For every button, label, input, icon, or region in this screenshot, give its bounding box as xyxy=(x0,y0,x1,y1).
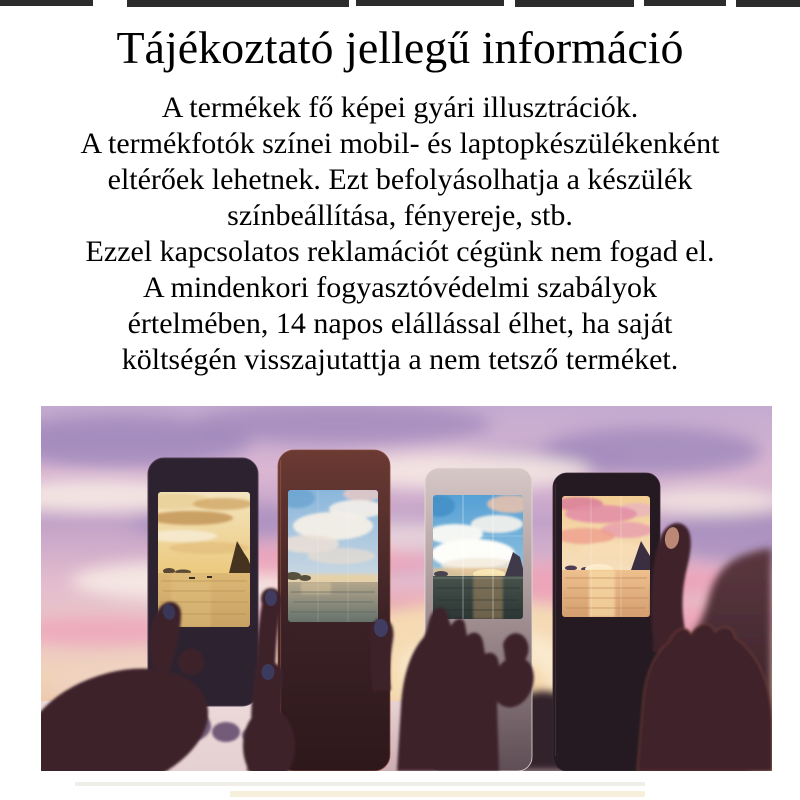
top-edge-artifact xyxy=(0,0,93,6)
phone-2 xyxy=(278,450,390,771)
top-edge-artifact xyxy=(356,0,504,6)
top-edge-artifact xyxy=(644,0,726,6)
top-edge-artifact xyxy=(736,0,800,7)
top-edge-artifact xyxy=(515,0,634,7)
top-edge-artifact xyxy=(127,0,349,7)
product-photo xyxy=(41,406,772,771)
disclaimer-line: A termékfotók színei mobil- és laptopkészülékenként xyxy=(80,127,720,160)
disclaimer-line: A mindenkori fogyasztóvédelmi szabályok xyxy=(142,271,658,304)
disclaimer-line: Ezzel kapcsolatos reklamációt cégünk nem fogad el. xyxy=(85,235,715,268)
disclaimer-line: eltérőek lehetnek. Ezt befolyásolhatja a készülék xyxy=(107,163,693,196)
disclaimer-text xyxy=(0,90,800,378)
bottom-edge-artifact xyxy=(230,791,645,797)
disclaimer-line: költségén visszajutattja a nem tetsző terméket. xyxy=(121,343,679,376)
disclaimer-line: értelmében, 14 napos elállással élhet, ha saját xyxy=(127,307,673,340)
disclaimer-line: színbeállítása, fényereje, stb. xyxy=(227,199,573,232)
sunset-phones-photo xyxy=(41,406,772,771)
bottom-edge-artifact xyxy=(75,782,645,786)
page-title: Tájékoztató jellegű információ xyxy=(116,22,684,73)
disclaimer-line: A termékek fő képei gyári illusztrációk. xyxy=(161,91,639,124)
